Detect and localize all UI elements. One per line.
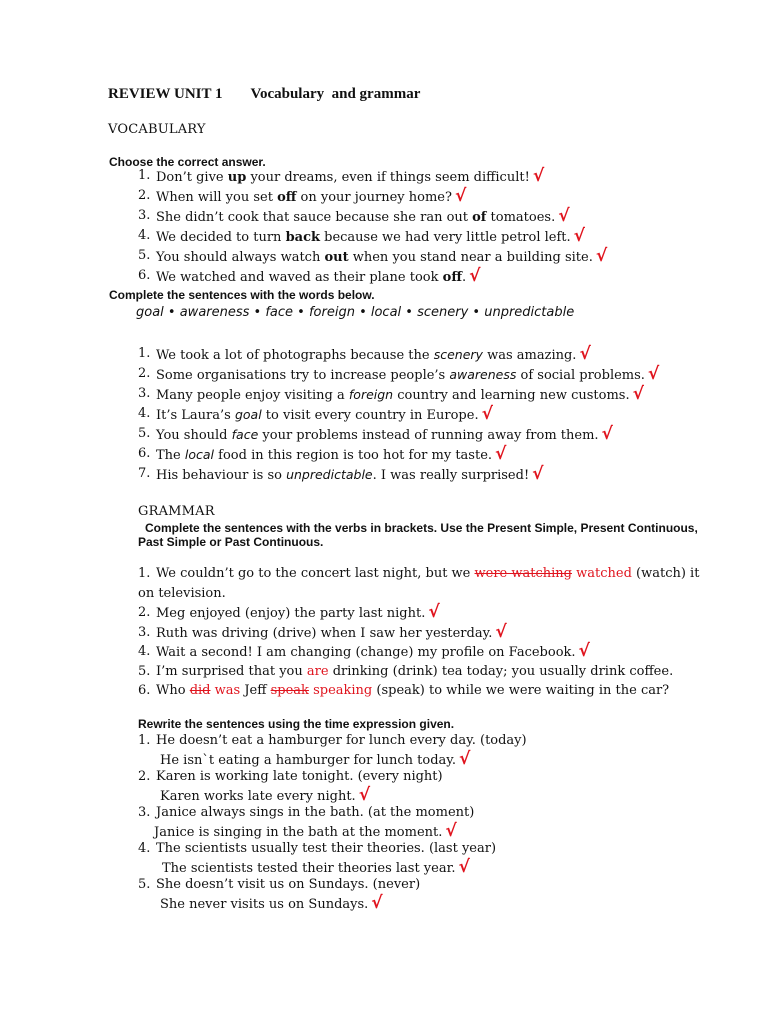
list-item: 3. She didn’t cook that sauce because she ran out of tomatoes. √ [138,206,570,226]
check-icon: √ [481,404,493,424]
corrected-answer: are [306,663,329,679]
check-icon: √ [428,602,440,622]
instruction-choose: Choose the correct answer. [109,155,266,169]
list-item: 2. When will you set off on your journey home? √ [138,186,467,206]
answer-line: Karen works late every night. √ [160,785,371,805]
list-item: 4. We decided to turn back because we had very little petrol left. √ [138,226,585,246]
list-item: 4. Wait a second! I am changing (change) my profile on Facebook. √ [138,641,590,661]
check-icon: √ [558,206,570,226]
crossed-out-answer: speak [270,683,309,698]
check-icon: √ [495,444,507,464]
crossed-out-answer: were watching [474,566,572,581]
list-item: 5. She doesn’t visit us on Sundays. (never) [138,877,421,892]
answer-line: Janice is singing in the bath at the moment. √ [154,821,457,841]
check-icon: √ [445,821,457,841]
page-title [108,86,420,103]
list-item: 2. Some organisations try to increase people’s awareness of social problems. √ [138,364,660,384]
list-item: 4. The scientists usually test their theories. (last year) [138,841,497,856]
list-item: 3. Many people enjoy visiting a foreign country and learning new customs. √ [138,384,644,404]
list-item: 5. I’m surprised that you are drinking (drink) tea today; you usually drink coffee. [138,663,674,679]
corrected-answer: was [210,683,241,698]
list-item: 4. It’s Laura’s goal to visit every country in Europe. √ [138,404,493,424]
complete-words-list [138,344,748,484]
list-item: 5. You should face your problems instead of running away from them. √ [138,424,613,444]
instruction-verbs-line2: Past Simple or Past Continuous. [138,535,324,549]
check-icon: √ [495,621,507,642]
list-item: 6. We watched and waved as their plane took off. √ [138,266,481,286]
check-icon: √ [647,364,660,384]
choose-answer-list [138,166,738,286]
list-item: 7. His behaviour is so unpredictable. I was really surprised! √ [138,464,544,484]
check-icon: √ [454,186,467,206]
list-item: 1. We took a lot of photographs because the scenery was amazing. √ [138,344,591,364]
answer-line: He isn`t eating a hamburger for lunch today. √ [160,749,471,769]
list-item: 1. He doesn’t eat a hamburger for lunch every day. (today) [138,733,527,748]
check-icon: √ [573,226,585,246]
grammar-heading: GRAMMAR [138,504,215,519]
check-icon: √ [469,266,481,286]
check-icon: √ [532,166,545,186]
check-icon: √ [371,893,383,913]
word-bank: goal • awareness • face • foreign • local • scenery • unpredictable [136,305,575,320]
title-main: REVIEW UNIT 1 [108,86,223,102]
vocabulary-heading: VOCABULARY [108,122,206,137]
check-icon: √ [595,246,608,266]
crossed-out-answer: did [189,683,211,698]
rewrite-list [138,732,738,912]
list-item: 3. Ruth was driving (drive) when I saw her yesterday. √ [138,621,507,642]
grammar-list [138,564,758,701]
list-item-continuation: on television. [138,585,226,601]
instruction-complete-words: Complete the sentences with the words below. [109,288,375,302]
check-icon: √ [459,749,471,769]
answer-line: She never visits us on Sundays. √ [160,893,383,913]
check-icon: √ [632,384,644,404]
list-item: 1. We couldn’t go to the concert last night, but we were watching watched (watch) it [138,566,700,581]
check-icon: √ [578,641,590,661]
check-icon: √ [532,464,544,484]
corrected-answer: speaking [308,683,373,698]
list-item: 3. Janice always sings in the bath. (at the moment) [138,805,475,820]
list-item: 2. Karen is working late tonight. (every night) [138,769,443,784]
title-sub: Vocabulary and grammar [250,86,421,102]
check-icon: √ [601,424,613,444]
instruction-verbs-line1: Complete the sentences with the verbs in brackets. Use the Present Simple, Present Continuous, [145,521,698,535]
check-icon: √ [458,857,470,877]
list-item: 6. The local food in this region is too hot for my taste. √ [138,444,507,464]
check-icon: √ [579,344,591,364]
instruction-rewrite: Rewrite the sentences using the time expression given. [138,717,455,731]
list-item: 2. Meg enjoyed (enjoy) the party last night. √ [138,602,440,622]
answer-line: The scientists tested their theories last year. √ [162,857,470,877]
list-item: 5. You should always watch out when you stand near a building site. √ [138,246,608,266]
corrected-answer: watched [571,566,632,581]
list-item: 6. Who did was Jeff speak speaking (speak) to while we were waiting in the car? [138,683,670,698]
list-item: 1. Don’t give up your dreams, even if things seem difficult! √ [138,166,545,186]
check-icon: √ [358,785,371,805]
